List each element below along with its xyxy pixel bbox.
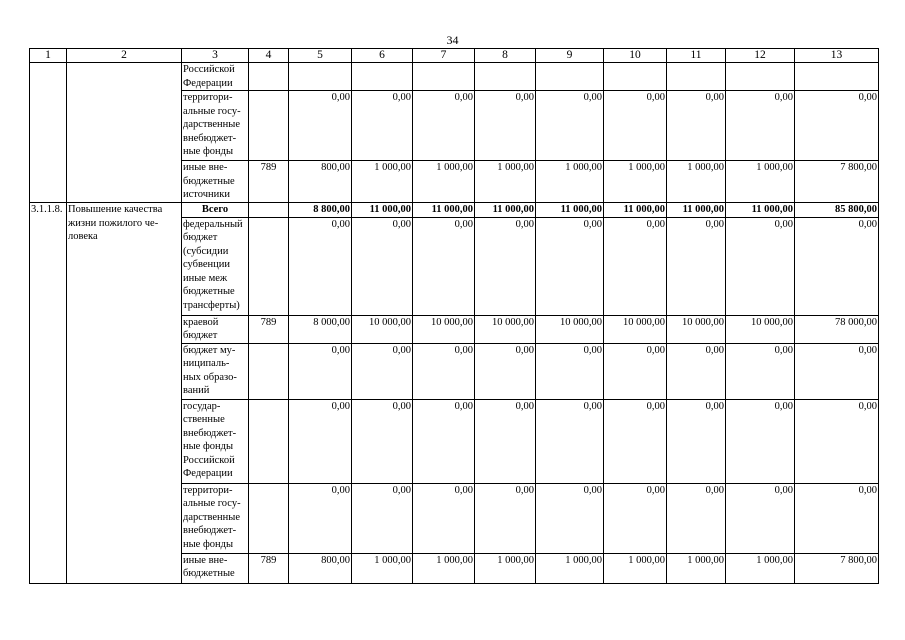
amount-cell: 8 000,00 bbox=[289, 315, 352, 343]
amount-cell: 10 000,00 bbox=[604, 315, 667, 343]
item-number: 3.1.1.8. bbox=[30, 203, 67, 584]
amount-cell: 0,00 bbox=[604, 399, 667, 483]
amount-cell: 10 000,00 bbox=[536, 315, 604, 343]
funding-source: иные вне- бюджетные bbox=[182, 553, 249, 583]
amount-cell: 0,00 bbox=[413, 399, 475, 483]
amount-cell: 0,00 bbox=[667, 343, 726, 399]
amount-cell bbox=[667, 63, 726, 91]
col-header: 1 bbox=[30, 49, 67, 63]
budget-table bbox=[29, 48, 879, 584]
amount-cell: 11 000,00 bbox=[352, 203, 413, 218]
amount-cell: 10 000,00 bbox=[726, 315, 795, 343]
budget-code bbox=[249, 483, 289, 553]
amount-cell: 0,00 bbox=[536, 399, 604, 483]
funding-source: бюджет му- ниципаль- ных образо- ваний bbox=[182, 343, 249, 399]
table-row bbox=[30, 203, 879, 218]
amount-cell: 1 000,00 bbox=[726, 161, 795, 203]
item-name bbox=[67, 63, 182, 203]
amount-cell: 1 000,00 bbox=[604, 161, 667, 203]
amount-cell: 7 800,00 bbox=[795, 161, 879, 203]
amount-cell: 0,00 bbox=[475, 483, 536, 553]
amount-cell: 0,00 bbox=[726, 217, 795, 315]
col-header: 8 bbox=[475, 49, 536, 63]
amount-cell: 0,00 bbox=[413, 91, 475, 161]
amount-cell: 11 000,00 bbox=[604, 203, 667, 218]
amount-cell bbox=[475, 63, 536, 91]
amount-cell: 0,00 bbox=[289, 399, 352, 483]
col-header: 9 bbox=[536, 49, 604, 63]
amount-cell: 0,00 bbox=[289, 483, 352, 553]
amount-cell: 0,00 bbox=[795, 483, 879, 553]
funding-source: Всего bbox=[182, 203, 249, 218]
amount-cell bbox=[795, 63, 879, 91]
amount-cell: 11 000,00 bbox=[726, 203, 795, 218]
amount-cell: 0,00 bbox=[536, 91, 604, 161]
col-header: 2 bbox=[67, 49, 182, 63]
amount-cell: 0,00 bbox=[536, 217, 604, 315]
amount-cell: 1 000,00 bbox=[536, 161, 604, 203]
amount-cell: 1 000,00 bbox=[475, 553, 536, 583]
amount-cell: 11 000,00 bbox=[413, 203, 475, 218]
table-row bbox=[30, 63, 879, 91]
amount-cell: 0,00 bbox=[352, 217, 413, 315]
amount-cell: 0,00 bbox=[475, 399, 536, 483]
col-header: 3 bbox=[182, 49, 249, 63]
amount-cell: 1 000,00 bbox=[667, 161, 726, 203]
funding-source: краевой бюджет bbox=[182, 315, 249, 343]
amount-cell: 0,00 bbox=[726, 343, 795, 399]
amount-cell: 0,00 bbox=[289, 217, 352, 315]
item-number bbox=[30, 63, 67, 203]
amount-cell: 0,00 bbox=[795, 217, 879, 315]
amount-cell: 1 000,00 bbox=[536, 553, 604, 583]
amount-cell: 0,00 bbox=[604, 91, 667, 161]
funding-source: государ- ственные внебюджет- ные фонды Российской Федерации bbox=[182, 399, 249, 483]
amount-cell: 1 000,00 bbox=[475, 161, 536, 203]
amount-cell: 11 000,00 bbox=[536, 203, 604, 218]
budget-code bbox=[249, 203, 289, 218]
amount-cell: 0,00 bbox=[352, 343, 413, 399]
amount-cell: 0,00 bbox=[667, 483, 726, 553]
page-number: 34 bbox=[446, 33, 459, 47]
amount-cell: 10 000,00 bbox=[667, 315, 726, 343]
amount-cell: 0,00 bbox=[352, 399, 413, 483]
amount-cell: 0,00 bbox=[667, 399, 726, 483]
amount-cell: 10 000,00 bbox=[352, 315, 413, 343]
budget-code: 789 bbox=[249, 315, 289, 343]
amount-cell: 8 800,00 bbox=[289, 203, 352, 218]
funding-source: территори- альные госу- дарственные внебюджет- ные фонды bbox=[182, 91, 249, 161]
budget-code bbox=[249, 91, 289, 161]
amount-cell: 0,00 bbox=[604, 483, 667, 553]
amount-cell: 0,00 bbox=[795, 399, 879, 483]
amount-cell: 0,00 bbox=[604, 217, 667, 315]
funding-source: Российской Федерации bbox=[182, 63, 249, 91]
amount-cell: 0,00 bbox=[475, 91, 536, 161]
amount-cell: 10 000,00 bbox=[475, 315, 536, 343]
table-body bbox=[30, 49, 879, 584]
amount-cell: 78 000,00 bbox=[795, 315, 879, 343]
amount-cell: 0,00 bbox=[667, 217, 726, 315]
amount-cell bbox=[536, 63, 604, 91]
amount-cell: 0,00 bbox=[413, 343, 475, 399]
item-name: Повышение качества жизни пожилого че- ловека bbox=[67, 203, 182, 584]
amount-cell: 0,00 bbox=[352, 483, 413, 553]
amount-cell bbox=[726, 63, 795, 91]
col-header: 5 bbox=[289, 49, 352, 63]
budget-code bbox=[249, 399, 289, 483]
amount-cell: 0,00 bbox=[475, 343, 536, 399]
amount-cell: 1 000,00 bbox=[604, 553, 667, 583]
funding-source: территори- альные госу- дарственные внебюджет- ные фонды bbox=[182, 483, 249, 553]
amount-cell: 0,00 bbox=[413, 483, 475, 553]
amount-cell: 1 000,00 bbox=[667, 553, 726, 583]
col-header: 7 bbox=[413, 49, 475, 63]
amount-cell: 0,00 bbox=[475, 217, 536, 315]
amount-cell: 0,00 bbox=[352, 91, 413, 161]
amount-cell: 11 000,00 bbox=[475, 203, 536, 218]
col-header: 4 bbox=[249, 49, 289, 63]
amount-cell bbox=[289, 63, 352, 91]
amount-cell: 800,00 bbox=[289, 161, 352, 203]
amount-cell: 0,00 bbox=[726, 399, 795, 483]
amount-cell: 1 000,00 bbox=[352, 553, 413, 583]
amount-cell: 0,00 bbox=[413, 217, 475, 315]
amount-cell: 0,00 bbox=[536, 483, 604, 553]
amount-cell: 1 000,00 bbox=[413, 553, 475, 583]
amount-cell: 1 000,00 bbox=[413, 161, 475, 203]
amount-cell: 0,00 bbox=[289, 343, 352, 399]
col-header: 6 bbox=[352, 49, 413, 63]
amount-cell: 0,00 bbox=[795, 91, 879, 161]
amount-cell: 0,00 bbox=[667, 91, 726, 161]
budget-code bbox=[249, 63, 289, 91]
amount-cell: 10 000,00 bbox=[413, 315, 475, 343]
funding-source: федеральный бюджет (субсидии субвенции иные меж бюджетные трансферты) bbox=[182, 217, 249, 315]
amount-cell bbox=[413, 63, 475, 91]
budget-code bbox=[249, 217, 289, 315]
budget-code bbox=[249, 343, 289, 399]
funding-source: иные вне- бюджетные источники bbox=[182, 161, 249, 203]
amount-cell: 1 000,00 bbox=[352, 161, 413, 203]
col-header: 13 bbox=[795, 49, 879, 63]
col-header: 11 bbox=[667, 49, 726, 63]
budget-code: 789 bbox=[249, 161, 289, 203]
col-header: 12 bbox=[726, 49, 795, 63]
amount-cell: 0,00 bbox=[726, 483, 795, 553]
amount-cell bbox=[352, 63, 413, 91]
budget-code: 789 bbox=[249, 553, 289, 583]
amount-cell: 1 000,00 bbox=[726, 553, 795, 583]
amount-cell: 0,00 bbox=[289, 91, 352, 161]
amount-cell: 0,00 bbox=[536, 343, 604, 399]
col-header: 10 bbox=[604, 49, 667, 63]
amount-cell: 7 800,00 bbox=[795, 553, 879, 583]
amount-cell: 0,00 bbox=[604, 343, 667, 399]
column-header-row bbox=[30, 49, 879, 63]
amount-cell bbox=[604, 63, 667, 91]
amount-cell: 0,00 bbox=[795, 343, 879, 399]
amount-cell: 800,00 bbox=[289, 553, 352, 583]
amount-cell: 85 800,00 bbox=[795, 203, 879, 218]
amount-cell: 11 000,00 bbox=[667, 203, 726, 218]
amount-cell: 0,00 bbox=[726, 91, 795, 161]
